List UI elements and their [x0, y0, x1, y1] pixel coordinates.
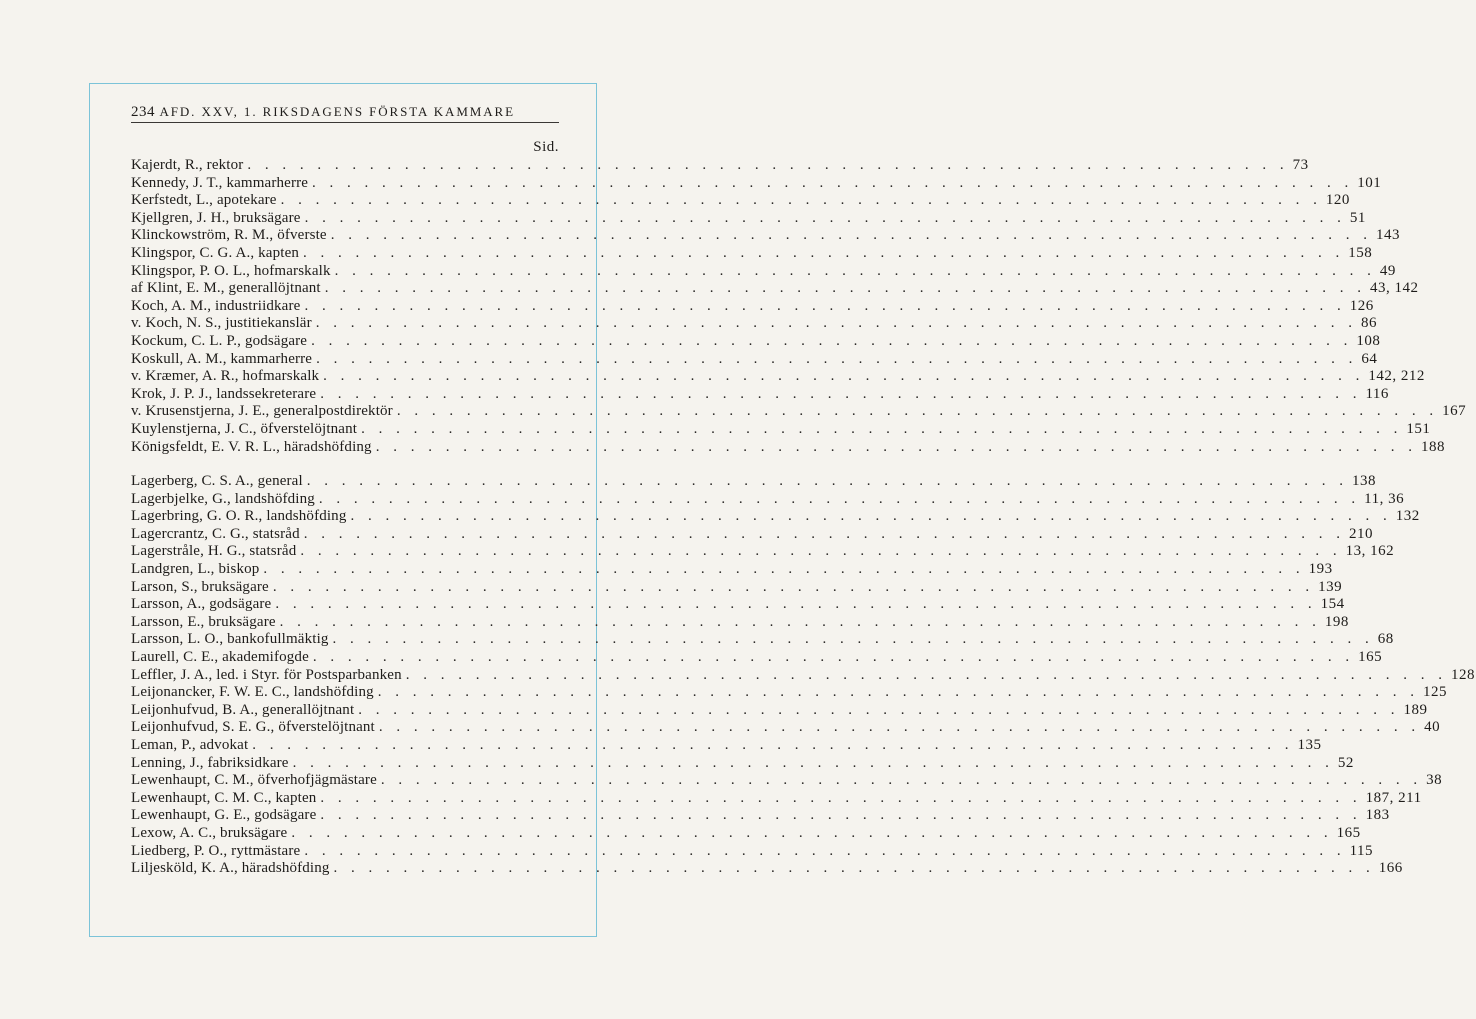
index-entry: [131, 332, 1381, 351]
index-entry: [131, 315, 1377, 333]
index-entry: [131, 490, 1405, 509]
entry-name: Kajerdt, R., rektor: [131, 157, 244, 173]
entry-name: Klingspor, C. G. A., kapten: [131, 244, 300, 261]
entry-pages: 43, 142: [1370, 280, 1419, 297]
index-entry: [131, 420, 1431, 439]
dot-leader: . . . . . . . . . . . . . . . . . . . . . . . . . . . . . . . . . . . . . . . . . . . . . . . . . . . . . . . . . . . .: [280, 192, 1322, 209]
index-entry: [131, 842, 1374, 861]
dot-leader: . . . . . . . . . . . . . . . . . . . . . . . . . . . . . . . . . . . . . . . . . . . . . . . . . . . . . . . . . . . .: [315, 315, 1357, 332]
entry-pages: 166: [1378, 860, 1403, 877]
running-header: [131, 104, 559, 120]
entry-pages: 139: [1318, 578, 1343, 595]
dot-leader: . . . . . . . . . . . . . . . . . . . . . . . . . . . . . . . . . . . . . . . . . . . . . . . . . . . . . . . . . . . .: [291, 824, 1333, 841]
entry-pages: 138: [1352, 473, 1377, 490]
entry-name: Koskull, A. M., kammarherre: [131, 350, 313, 367]
entry-name: Koch, A. M., industriidkare: [131, 297, 301, 314]
running-title: AFD. XXV, 1. RIKSDAGENS FÖRSTA KAMMARE: [159, 104, 515, 119]
entry-name: Königsfeldt, E. V. R. L., häradshöfding: [131, 438, 372, 455]
index-entry: [131, 754, 1354, 773]
dot-leader: . . . . . . . . . . . . . . . . . . . . . . . . . . . . . . . . . . . . . . . . . . . . . . . . . . . . . . . . . . . .: [292, 754, 1334, 771]
index-entry: [131, 508, 1420, 526]
entry-name: Lagerstråle, H. G., statsråd: [131, 543, 297, 560]
entry-name: Lewenhaupt, C. M. C., kapten: [131, 789, 317, 806]
index-entry: [131, 543, 1395, 561]
entry-pages: 142, 212: [1368, 368, 1425, 385]
entry-pages: 52: [1337, 754, 1354, 771]
entry-name: Liljesköld, K. A., häradshöfding: [131, 860, 330, 877]
entry-pages: 11, 36: [1364, 490, 1405, 507]
index-entry: [131, 368, 1425, 386]
index-entry: [131, 737, 1322, 755]
entry-pages: 68: [1377, 631, 1394, 648]
entry-pages: 38: [1426, 772, 1443, 789]
entry-name: Lagerbring, G. O. R., landshöfding: [131, 508, 347, 525]
page-number: 234: [131, 104, 155, 120]
index-entry: [131, 824, 1361, 843]
entry-name: Kerfstedt, L., apotekare: [131, 192, 277, 209]
index-entry: [131, 385, 1389, 404]
dot-leader: . . . . . . . . . . . . . . . . . . . . . . . . . . . . . . . . . . . . . . . . . . . . . . . . . . . . . . . . . . . .: [334, 262, 1376, 279]
entry-pages: 132: [1395, 508, 1420, 525]
entry-name: Laurell, C. E., akademifogde: [131, 649, 309, 666]
index-entry: [131, 525, 1373, 544]
dot-leader: . . . . . . . . . . . . . . . . . . . . . . . . . . . . . . . . . . . . . . . . . . . . . . . . . . . . . . . . . . . .: [316, 350, 1358, 367]
dot-leader: . . . . . . . . . . . . . . . . . . . . . . . . . . . . . . . . . . . . . . . . . . . . . . . . . . . . . . . . . . . .: [306, 473, 1349, 490]
entry-pages: 126: [1349, 297, 1374, 314]
index-entry: [131, 719, 1441, 737]
entry-name: Leijonhufvud, S. E. G., öfverstelöjtnant: [131, 719, 375, 736]
index-entry: [131, 789, 1422, 808]
entry-pages: 187, 211: [1365, 789, 1422, 806]
index-entry: [131, 684, 1448, 702]
dot-leader: . . . . . . . . . . . . . . . . . . . . . . . . . . . . . . . . . . . . . . . . . . . . . . . . . . . . . . . . . . . .: [247, 157, 1289, 173]
index-entry: [131, 613, 1349, 632]
entry-name: Lagerberg, C. S. A., general: [131, 473, 303, 490]
index-entry: [131, 174, 1382, 193]
index-entry: [131, 631, 1394, 649]
entry-pages: 40: [1424, 719, 1441, 736]
dot-leader: . . . . . . . . . . . . . . . . . . . . . . . . . . . . . . . . . . . . . . . . . . . . . . . . . . . . . . . . . . . .: [377, 684, 1420, 701]
index-entry: [131, 403, 1467, 421]
entry-name: v. Kræmer, A. R., hofmarskalk: [131, 368, 320, 385]
entry-pages: 49: [1379, 262, 1396, 279]
entry-name: v. Krusenstjerna, J. E., generalpostdirektör: [131, 403, 393, 420]
index-entry: [131, 157, 1309, 175]
entry-name: Leffler, J. A., led. i Styr. för Postsparbanken: [131, 666, 402, 683]
index-entry: [131, 666, 1475, 685]
index-entry: [131, 297, 1374, 316]
entry-name: Lagerbjelke, G., landshöfding: [131, 490, 315, 507]
index-entry: [131, 209, 1366, 228]
dot-leader: . . . . . . . . . . . . . . . . . . . . . . . . . . . . . . . . . . . . . . . . . . . . . . . . . . . . . . . . . . . .: [405, 666, 1447, 683]
entry-pages: 188: [1420, 438, 1445, 455]
dot-leader: . . . . . . . . . . . . . . . . . . . . . . . . . . . . . . . . . . . . . . . . . . . . . . . . . . . . . . . . . . . .: [275, 596, 1317, 613]
entry-pages: 210: [1348, 525, 1373, 542]
index-entry: [131, 473, 1377, 491]
entry-name: Leman, P., advokat: [131, 737, 249, 753]
dot-leader: . . . . . . . . . . . . . . . . . . . . . . . . . . . . . . . . . . . . . . . . . . . . . . . . . . . . . . . . . . . .: [396, 403, 1439, 420]
dot-leader: . . . . . . . . . . . . . . . . . . . . . . . . . . . . . . . . . . . . . . . . . . . . . . . . . . . . . . . . . . . .: [272, 578, 1315, 595]
entry-pages: 115: [1349, 842, 1374, 859]
entry-name: Landgren, L., biskop: [131, 561, 260, 578]
entry-pages: 165: [1336, 824, 1361, 841]
dot-leader: . . . . . . . . . . . . . . . . . . . . . . . . . . . . . . . . . . . . . . . . . . . . . . . . . . . . . . . . . . . .: [304, 842, 1346, 859]
dot-leader: . . . . . . . . . . . . . . . . . . . . . . . . . . . . . . . . . . . . . . . . . . . . . . . . . . . . . . . . . . . .: [320, 385, 1362, 402]
dot-leader: . . . . . . . . . . . . . . . . . . . . . . . . . . . . . . . . . . . . . . . . . . . . . . . . . . . . . . . . . . . .: [312, 649, 1355, 666]
entry-pages: 167: [1442, 403, 1467, 420]
index-entry: [131, 772, 1443, 790]
index-entry: [131, 227, 1400, 245]
index-entry: [131, 280, 1419, 298]
entry-pages: 193: [1308, 561, 1333, 578]
entry-pages: 108: [1356, 332, 1381, 349]
entry-pages: 125: [1423, 684, 1448, 701]
index-entry: [131, 561, 1333, 579]
entry-pages: 151: [1406, 420, 1431, 437]
dot-leader: . . . . . . . . . . . . . . . . . . . . . . . . . . . . . . . . . . . . . . . . . . . . . . . . . . . . . . . . . . . .: [324, 280, 1367, 297]
dot-leader: . . . . . . . . . . . . . . . . . . . . . . . . . . . . . . . . . . . . . . . . . . . . . . . . . . . . . . . . . . . .: [350, 508, 1392, 525]
index-entry: [131, 244, 1373, 263]
dot-leader: . . . . . . . . . . . . . . . . . . . . . . . . . . . . . . . . . . . . . . . . . . . . . . . . . . . . . . . . . . . .: [318, 490, 1361, 507]
index-entry: [131, 192, 1350, 210]
entry-name: Leijonancker, F. W. E. C., landshöfding: [131, 684, 374, 701]
entry-pages: 13, 162: [1345, 543, 1395, 560]
dot-leader: . . . . . . . . . . . . . . . . . . . . . . . . . . . . . . . . . . . . . . . . . . . . . . . . . . . . . . . . . . . .: [332, 631, 1374, 648]
entry-pages: 64: [1361, 350, 1378, 367]
dot-leader: . . . . . . . . . . . . . . . . . . . . . . . . . . . . . . . . . . . . . . . . . . . . . . . . . . . . . . . . . . . .: [279, 613, 1321, 630]
entry-name: Kockum, C. L. P., godsägare: [131, 332, 308, 349]
dot-leader: . . . . . . . . . . . . . . . . . . . . . . . . . . . . . . . . . . . . . . . . . . . . . . . . . . . . . . . . . . . .: [380, 772, 1423, 789]
index-entry: [131, 438, 1445, 457]
entry-pages: 143: [1375, 227, 1400, 244]
dot-leader: . . . . . . . . . . . . . . . . . . . . . . . . . . . . . . . . . . . . . . . . . . . . . . . . . . . . . . . . . . . .: [330, 227, 1372, 244]
dot-leader: . . . . . . . . . . . . . . . . . . . . . . . . . . . . . . . . . . . . . . . . . . . . . . . . . . . . . . . . . . . .: [358, 701, 1400, 718]
dot-leader: . . . . . . . . . . . . . . . . . . . . . . . . . . . . . . . . . . . . . . . . . . . . . . . . . . . . . . . . . . . .: [323, 368, 1365, 385]
entry-name: Kuylenstjerna, J. C., öfverstelöjtnant: [131, 420, 358, 437]
entry-pages: 198: [1324, 613, 1349, 630]
entry-name: Larsson, A., godsägare: [131, 596, 272, 613]
dot-leader: . . . . . . . . . . . . . . . . . . . . . . . . . . . . . . . . . . . . . . . . . . . . . . . . . . . . . . . . . . . .: [263, 561, 1305, 578]
entry-pages: 189: [1403, 701, 1428, 718]
entry-pages: 128: [1450, 666, 1475, 683]
entry-name: Liedberg, P. O., ryttmästare: [131, 842, 301, 859]
entry-name: Kennedy, J. T., kammarherre: [131, 174, 309, 191]
entry-name: Leijonhufvud, B. A., generallöjtnant: [131, 701, 355, 718]
dot-leader: . . . . . . . . . . . . . . . . . . . . . . . . . . . . . . . . . . . . . . . . . . . . . . . . . . . . . . . . . . . .: [320, 789, 1362, 806]
dot-leader: . . . . . . . . . . . . . . . . . . . . . . . . . . . . . . . . . . . . . . . . . . . . . . . . . . . . . . . . . . . .: [303, 244, 1345, 261]
entry-pages: 154: [1320, 596, 1345, 613]
entry-pages: 86: [1361, 315, 1377, 332]
index-entry: [131, 262, 1396, 281]
entry-name: Lenning, J., fabriksidkare: [131, 754, 289, 771]
dot-leader: . . . . . . . . . . . . . . . . . . . . . . . . . . . . . . . . . . . . . . . . . . . . . . . . . . . . . . . . . . . .: [375, 438, 1417, 455]
entry-name: af Klint, E. M., generallöjtnant: [131, 280, 321, 297]
index-entry: [131, 350, 1378, 369]
dot-leader: . . . . . . . . . . . . . . . . . . . . . . . . . . . . . . . . . . . . . . . . . . . . . . . . . . . . . . . . . . . .: [378, 719, 1421, 736]
entry-pages: 158: [1348, 244, 1373, 261]
entry-name: Klinckowström, R. M., öfverste: [131, 227, 327, 244]
index-entry: [131, 701, 1428, 720]
entry-pages: 116: [1365, 385, 1389, 402]
entry-name: Larson, S., bruksägare: [131, 578, 269, 595]
entry-pages: 135: [1297, 737, 1322, 753]
entry-name: Lewenhaupt, C. M., öfverhofjägmästare: [131, 772, 377, 789]
index-entry: [131, 860, 1403, 878]
index-entry: [131, 596, 1345, 614]
header-rule: [131, 122, 559, 123]
entry-name: Lagercrantz, C. G., statsråd: [131, 525, 300, 542]
index-entry: [131, 807, 1390, 825]
dot-leader: . . . . . . . . . . . . . . . . . . . . . . . . . . . . . . . . . . . . . . . . . . . . . . . . . . . . . . . . . . . .: [304, 297, 1346, 314]
entry-name: Klingspor, P. O. L., hofmarskalk: [131, 262, 331, 279]
entry-name: Larsson, L. O., bankofullmäktig: [131, 631, 329, 648]
index-entry: [131, 649, 1383, 667]
dot-leader: . . . . . . . . . . . . . . . . . . . . . . . . . . . . . . . . . . . . . . . . . . . . . . . . . . . . . . . . . . . .: [312, 174, 1354, 191]
entry-name: v. Koch, N. S., justitiekanslär: [131, 315, 312, 332]
dot-leader: . . . . . . . . . . . . . . . . . . . . . . . . . . . . . . . . . . . . . . . . . . . . . . . . . . . . . . . . . . . .: [311, 332, 1353, 349]
entry-name: Kjellgren, J. H., bruksägare: [131, 209, 301, 226]
dot-leader: . . . . . . . . . . . . . . . . . . . . . . . . . . . . . . . . . . . . . . . . . . . . . . . . . . . . . . . . . . . .: [333, 860, 1375, 877]
dot-leader: . . . . . . . . . . . . . . . . . . . . . . . . . . . . . . . . . . . . . . . . . . . . . . . . . . . . . . . . . . . .: [304, 209, 1346, 226]
entry-pages: 165: [1358, 649, 1383, 666]
dot-leader: . . . . . . . . . . . . . . . . . . . . . . . . . . . . . . . . . . . . . . . . . . . . . . . . . . . . . . . . . . . .: [303, 525, 1345, 542]
entry-pages: 120: [1325, 192, 1350, 209]
entry-name: Lewenhaupt, G. E., godsägare: [131, 807, 317, 824]
entry-pages: 73: [1292, 157, 1309, 173]
entry-pages: 101: [1357, 174, 1382, 191]
dot-leader: . . . . . . . . . . . . . . . . . . . . . . . . . . . . . . . . . . . . . . . . . . . . . . . . . . . . . . . . . . . .: [252, 737, 1294, 753]
dot-leader: . . . . . . . . . . . . . . . . . . . . . . . . . . . . . . . . . . . . . . . . . . . . . . . . . . . . . . . . . . . .: [300, 543, 1342, 560]
entry-pages: 183: [1365, 807, 1390, 824]
dot-leader: . . . . . . . . . . . . . . . . . . . . . . . . . . . . . . . . . . . . . . . . . . . . . . . . . . . . . . . . . . . .: [320, 807, 1362, 824]
entry-pages: 51: [1349, 209, 1366, 226]
entry-name: Larsson, E., bruksägare: [131, 613, 276, 630]
page-column-label: Sid.: [533, 139, 559, 155]
entry-name: Lexow, A. C., bruksägare: [131, 824, 288, 841]
entry-name: Krok, J. P. J., landssekreterare: [131, 385, 317, 402]
dot-leader: . . . . . . . . . . . . . . . . . . . . . . . . . . . . . . . . . . . . . . . . . . . . . . . . . . . . . . . . . . . .: [361, 420, 1403, 437]
index-entries: [131, 157, 1475, 878]
index-entry: [131, 578, 1343, 597]
